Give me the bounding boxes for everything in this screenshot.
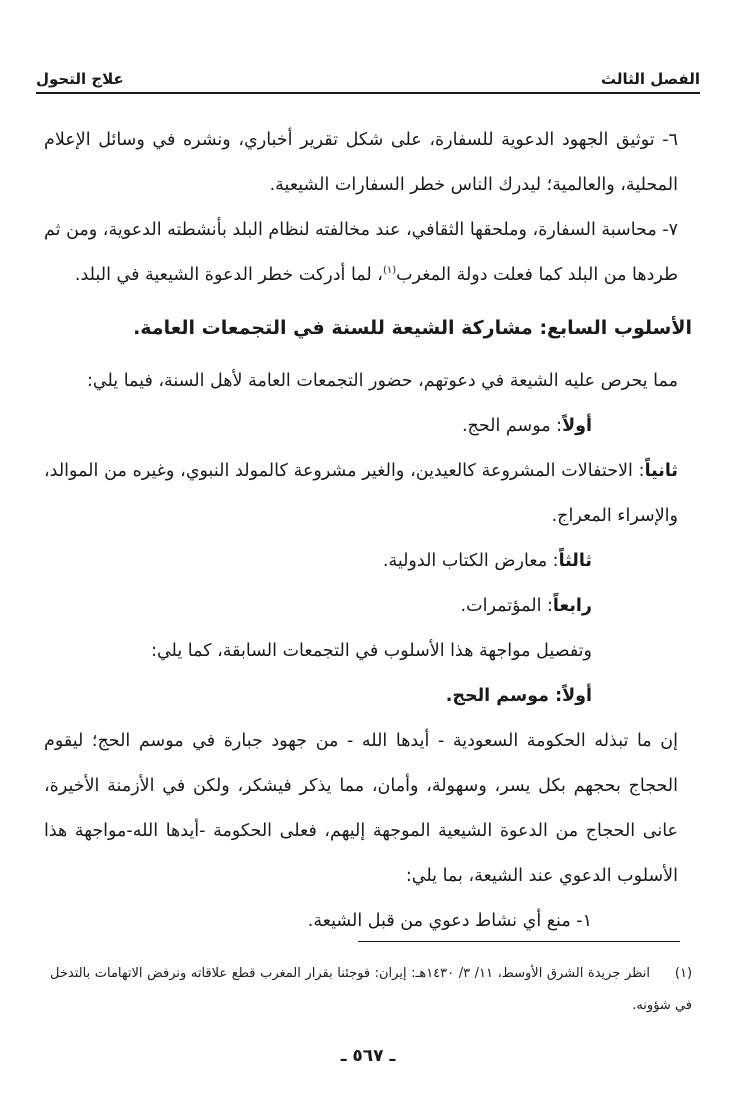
list-item-2-text: : الاحتفالات المشروعة كالعيدين، والغير مشروعة كالمولد النبوي، وغيره من الموالد، والإسراء المعراج.	[44, 461, 678, 526]
list-item-3-text: : معارض الكتاب الدولية.	[382, 551, 559, 571]
page-body	[44, 118, 692, 944]
intro-paragraph: مما يحرص عليه الشيعة في دعوتهم، حضور التجمعات العامة لأهل السنة، فيما يلي:	[87, 371, 678, 391]
running-header	[36, 62, 700, 88]
list-item-4-text: : المؤتمرات.	[460, 596, 553, 616]
sub-heading: أولاً: موسم الحج.	[445, 686, 592, 706]
list-item-1	[44, 404, 692, 449]
list-item-1-text: : موسم الحج.	[461, 416, 563, 436]
footnote-reference: (١)	[382, 265, 397, 277]
list-item-4-label: رابعاً	[552, 596, 592, 616]
paragraph-point-7	[44, 208, 692, 298]
list-item-1-label: أولاً	[562, 416, 592, 436]
point-7-text: ٧- محاسبة السفارة، وملحقها الثقافي، عند مخالفته لنظام البلد بأنشطته الدعوية، ومن ثم طردها من البلد كما فعلت دولة المغرب	[44, 220, 678, 285]
list-item-4	[44, 584, 692, 629]
paragraph-point-6: ٦- توثيق الجهود الدعوية للسفارة، على شكل تقرير أخباري، ونشره في وسائل الإعلام المحلية، والعالمية؛ ليدرك الناس خطر السفارات الشيعية.	[44, 130, 678, 195]
header-rule	[36, 92, 700, 94]
list-item-3	[44, 539, 692, 584]
section-heading: الأسلوب السابع: مشاركة الشيعة للسنة في التجمعات العامة.	[133, 317, 692, 339]
list-item-3-label: ثالثاً	[558, 551, 592, 571]
hajj-paragraph: إن ما تبذله الحكومة السعودية - أيدها الله - من جهود جبارة في موسم الحج؛ ليقوم الحجاج بحجهم بكل يسر، وسهولة، وأمان، مما يذكر فيشكر، ولكن في الأزمنة الأخيرة، عانى الحجاج من الدعوة الشيعية الموجهة إليهم، فعلى الحكومة -أيدها الله-مواجهة هذا الأسلوب الدعوي عند الشيعة، بما يلي:	[44, 731, 678, 886]
list-item-2	[44, 449, 692, 539]
point-1: ١- منع أي نشاط دعوي من قبل الشيعة.	[307, 911, 592, 931]
section-title: علاج التحول	[36, 70, 124, 88]
detail-intro: وتفصيل مواجهة هذا الأسلوب في التجمعات السابقة، كما يلي:	[151, 641, 592, 661]
footnote-text: انظر جريدة الشرق الأوسط، ١١/ ٣/ ١٤٣٠هـ: إيران: فوجئنا بقرار المغرب قطع علاقاته ونرفض الاتهامات بالتدخل في شؤونه.	[50, 966, 692, 1013]
footnote-number: (١)	[674, 966, 693, 981]
list-item-2-label: ثانياً	[644, 461, 678, 481]
page-number: ـ ٥٦٧ ـ	[340, 1046, 396, 1066]
chapter-title: الفصل الثالث	[600, 70, 700, 88]
footnote-rule	[358, 941, 680, 942]
point-7-end: ، لما أدركت خطر الدعوة الشيعية في البلد.	[74, 265, 383, 285]
footnote	[50, 958, 692, 1022]
